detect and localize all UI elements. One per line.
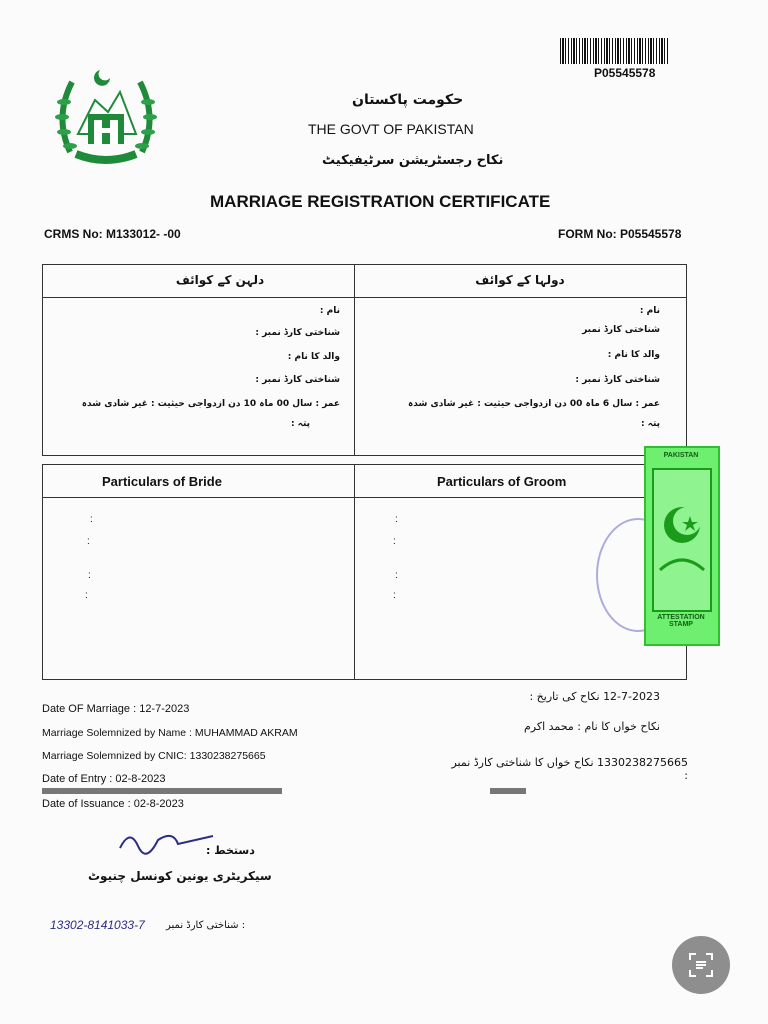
urdu-nikah-khwan-name: نکاح خواں کا نام : محمد اکرم	[523, 720, 660, 733]
urdu-certificate-heading: نکاح رجسٹریشن سرٹیفیکیٹ	[322, 153, 504, 168]
bride-age-status: عمر : سال 00 ماہ 10 دن ازدواجی حیثیت : غیر شادی شدہ	[81, 399, 340, 409]
urdu-govt-heading: حکومت پاکستان	[352, 92, 464, 108]
bride-father-cnic-label: شناختی کارڈ نمبر :	[255, 375, 340, 385]
field-colon: :	[90, 514, 93, 525]
attestation-stamp-label: ATTESTATION STAMP	[657, 614, 705, 628]
groom-urdu-header: دولہا کے کوائف	[475, 273, 565, 287]
crescent-star-icon	[654, 470, 710, 610]
table-divider	[42, 297, 686, 298]
crms-number: CRMS No: M133012- -00	[44, 227, 181, 241]
bride-english-header: Particulars of Bride	[102, 474, 222, 489]
barcode-number: P05545578	[594, 66, 656, 80]
signature	[118, 826, 218, 862]
solemnized-by-name: Marriage Solemnized by Name : MUHAMMAD AKRAM	[42, 727, 298, 739]
bride-address-label: پتہ :	[290, 419, 310, 429]
stamp-country: PAKISTAN	[663, 452, 699, 459]
groom-name-label: نام :	[639, 306, 660, 316]
redacted-line	[42, 788, 282, 794]
field-colon: :	[87, 536, 90, 547]
text-scan-icon	[672, 936, 730, 994]
field-colon: :	[393, 590, 396, 601]
urdu-nikah-date: 12-7-2023 نکاح کی تاریخ :	[529, 690, 660, 703]
groom-father-label: والد کا نام :	[607, 350, 660, 360]
barcode	[560, 38, 668, 64]
groom-address-label: پتہ :	[640, 419, 660, 429]
field-colon: :	[88, 570, 91, 581]
groom-cnic-label: شناختی کارڈ نمبر	[582, 325, 660, 335]
date-of-marriage: Date OF Marriage : 12-7-2023	[42, 703, 190, 715]
groom-age-status: عمر : سال 6 ماہ 00 دن ازدواجی حیثیت : غیر شادی شدہ	[408, 399, 660, 409]
english-govt-heading: THE GOVT OF PAKISTAN	[308, 121, 474, 137]
bride-father-label: والد کا نام :	[287, 352, 340, 362]
urdu-nikah-khwan-cnic: 1330238275665 نکاح خواں کا شناختی کارڈ نمبر :	[451, 756, 688, 782]
cnic-label: : شناختی کارڈ نمبر	[166, 920, 246, 931]
redacted-line	[490, 788, 526, 794]
field-colon: :	[395, 570, 398, 581]
signature-label: دستخط :	[206, 844, 255, 857]
solemnized-by-cnic: Marriage Solemnized by CNIC: 1330238275665	[42, 750, 266, 762]
table-divider	[354, 264, 355, 455]
bride-name-label: نام :	[319, 306, 340, 316]
field-colon: :	[395, 514, 398, 525]
field-colon: :	[85, 590, 88, 601]
page-title: MARRIAGE REGISTRATION CERTIFICATE	[210, 192, 551, 211]
bride-urdu-header: دلہن کے کوائف	[175, 273, 265, 287]
text-scan-button[interactable]	[672, 936, 730, 994]
date-of-issuance: Date of Issuance : 02-8-2023	[42, 798, 184, 810]
form-number: FORM No: P05545578	[558, 227, 682, 241]
groom-father-cnic-label: شناختی کارڈ نمبر :	[575, 375, 660, 385]
stamp-emblem	[652, 468, 712, 612]
groom-english-header: Particulars of Groom	[437, 474, 567, 489]
field-colon: :	[393, 536, 396, 547]
government-emblem-icon	[50, 62, 162, 172]
secretary-title: سیکریٹری یونین کونسل چنیوٹ	[88, 869, 272, 883]
bride-cnic-label: شناختی کارڈ نمبر :	[255, 328, 340, 338]
handwritten-cnic: 13302-8141033-7	[50, 918, 145, 932]
table-divider	[42, 497, 686, 498]
date-of-entry: Date of Entry : 02-8-2023	[42, 773, 166, 785]
